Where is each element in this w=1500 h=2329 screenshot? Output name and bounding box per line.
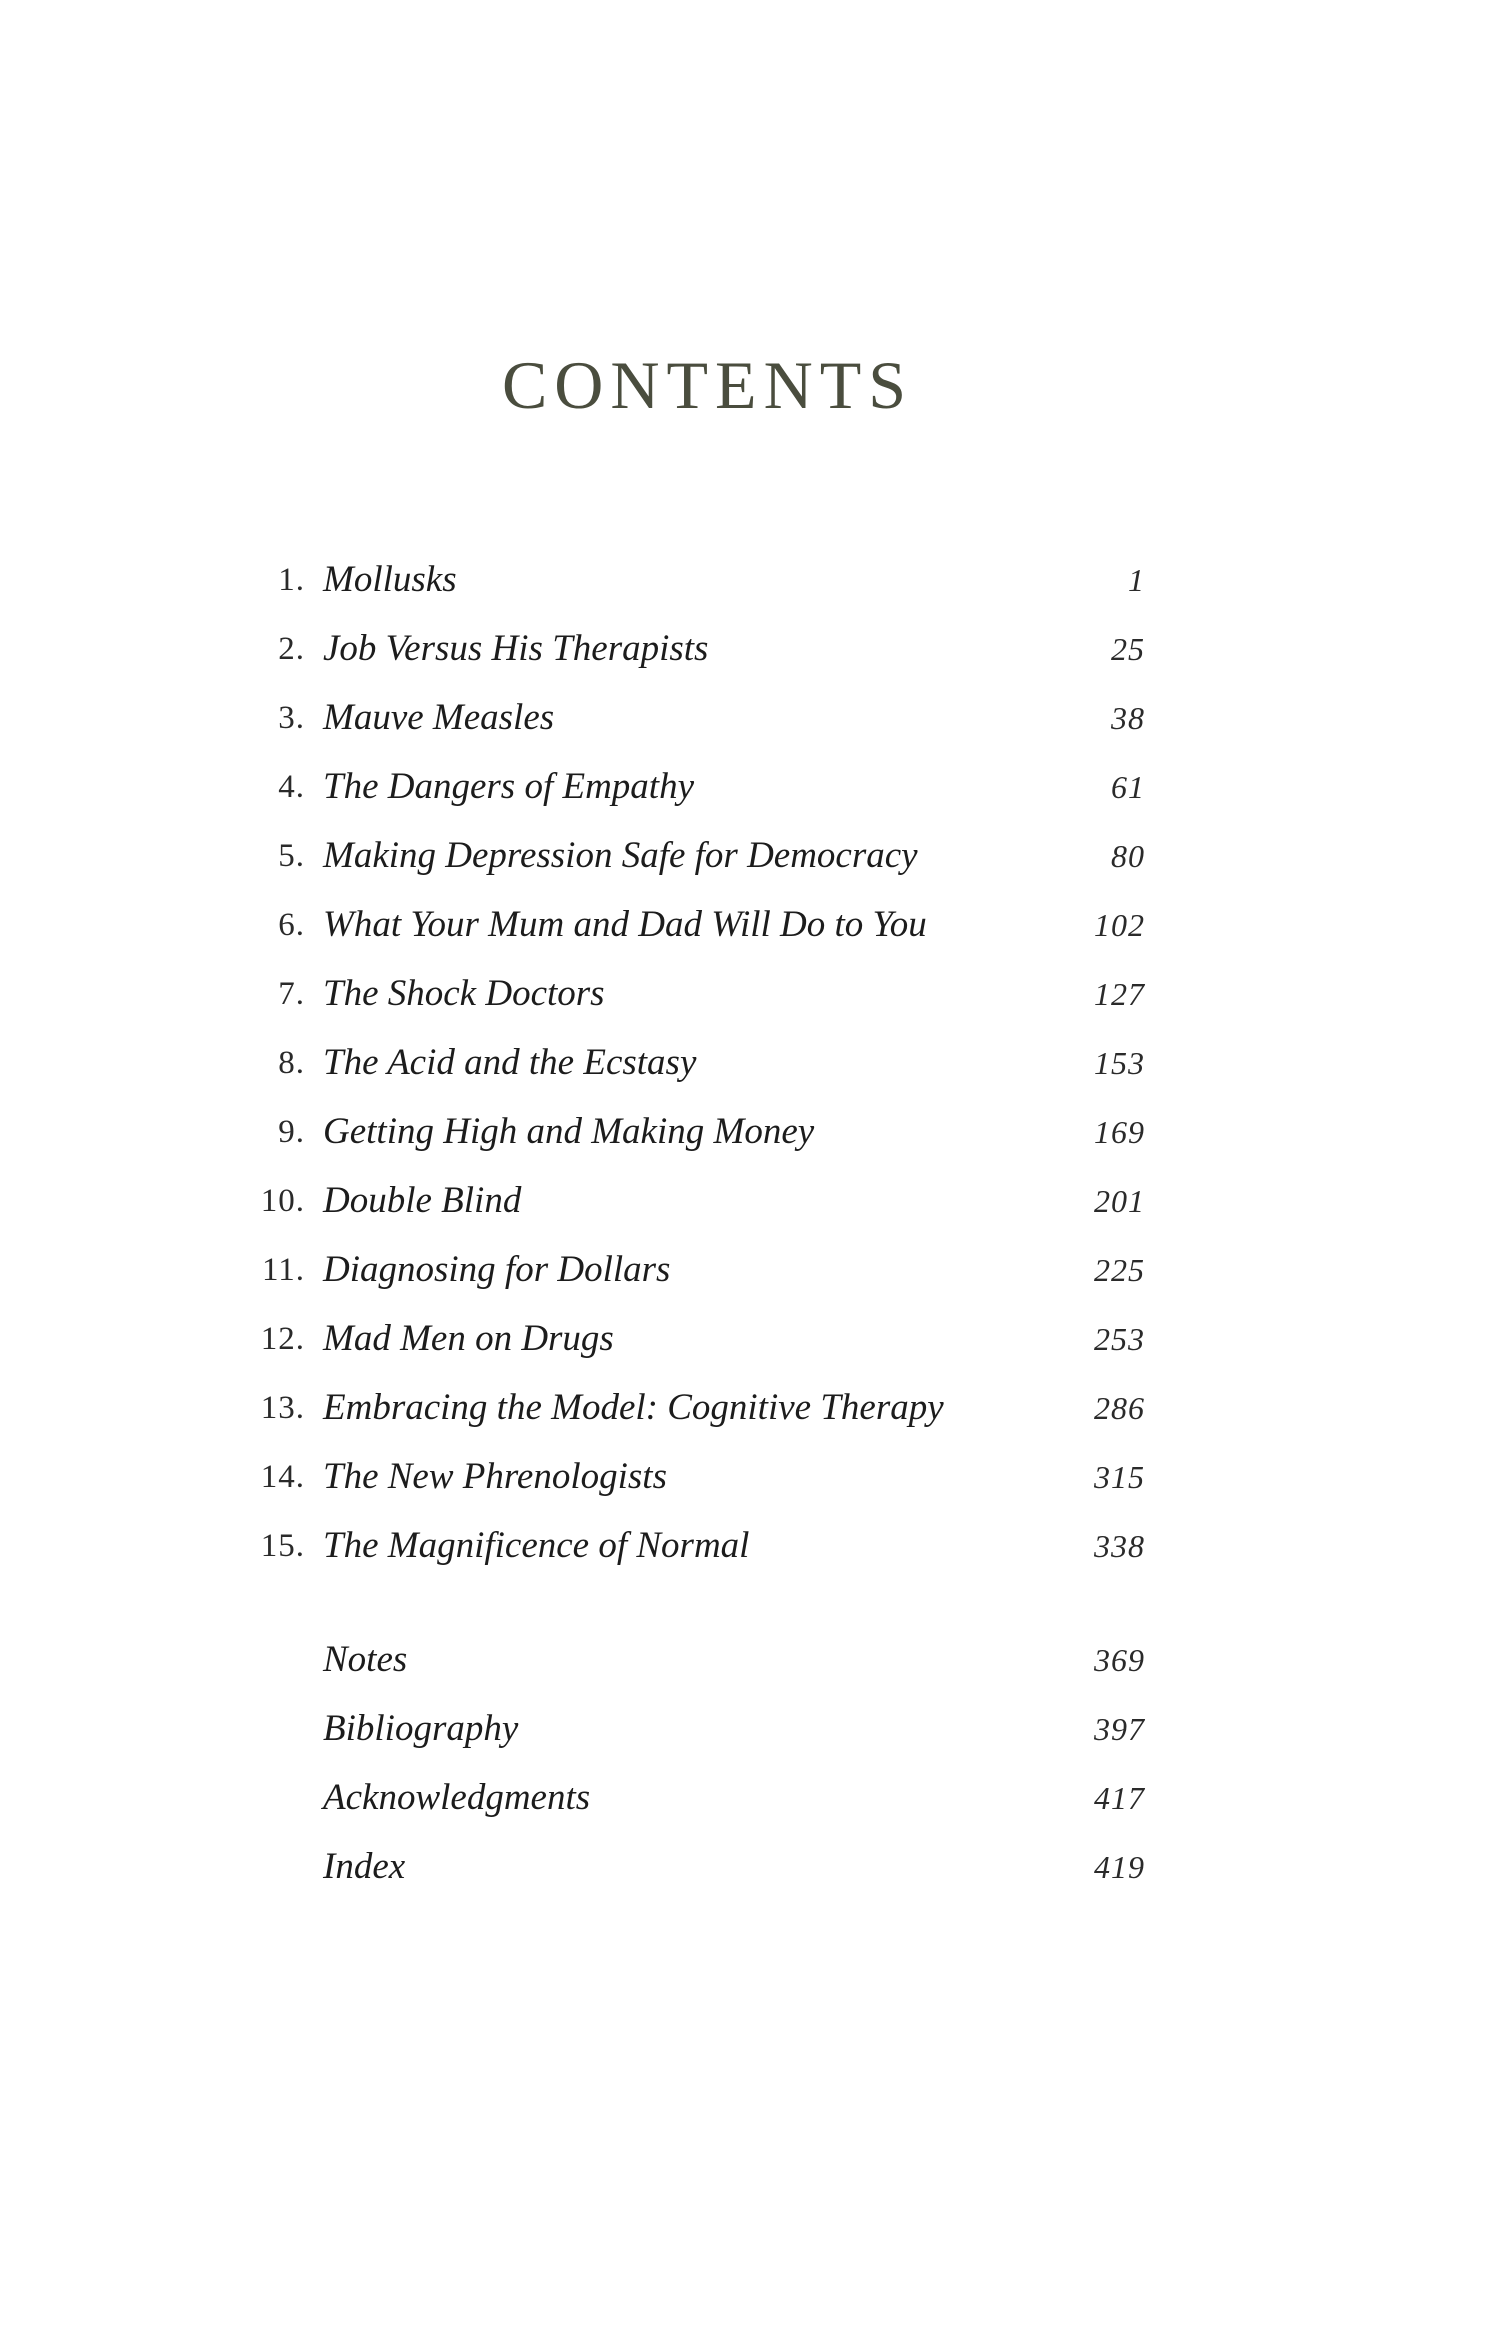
chapter-title: The New Phrenologists [323, 1456, 667, 1497]
chapter-title: Getting High and Making Money [323, 1111, 815, 1152]
toc-entry[interactable] [0, 619, 1500, 679]
chapter-number: 5. [278, 838, 305, 874]
chapter-number: 2. [278, 631, 305, 667]
back-matter-title: Notes [323, 1639, 408, 1680]
toc-entry-back-matter[interactable] [0, 1768, 1500, 1828]
chapter-number: 3. [278, 700, 305, 736]
page-number: 61 [1111, 769, 1145, 805]
chapter-title: Embracing the Model: Cognitive Therapy [323, 1387, 944, 1428]
chapter-number: 14. [260, 1459, 305, 1495]
chapter-number: 9. [278, 1114, 305, 1150]
toc-entry[interactable] [0, 1447, 1500, 1507]
toc-entry[interactable] [0, 895, 1500, 955]
page-number: 286 [1094, 1390, 1145, 1426]
toc-entry-back-matter[interactable] [0, 1837, 1500, 1897]
page-number: 25 [1111, 631, 1145, 667]
back-matter-title: Acknowledgments [323, 1777, 591, 1818]
toc-entry[interactable] [0, 1378, 1500, 1438]
chapter-title: Mauve Measles [323, 697, 555, 738]
page-number: 417 [1094, 1780, 1145, 1816]
chapter-title: Diagnosing for Dollars [323, 1249, 671, 1290]
toc-entry[interactable] [0, 1309, 1500, 1369]
toc-entry[interactable] [0, 550, 1500, 610]
toc-entry-back-matter[interactable] [0, 1630, 1500, 1690]
page-number: 1 [1128, 562, 1145, 598]
toc-entry[interactable] [0, 1033, 1500, 1093]
page-number: 80 [1111, 838, 1145, 874]
page-number: 225 [1094, 1252, 1145, 1288]
page-number: 315 [1094, 1459, 1145, 1495]
chapter-title: Double Blind [323, 1180, 522, 1221]
page-number: 253 [1094, 1321, 1145, 1357]
chapter-title: What Your Mum and Dad Will Do to You [323, 904, 927, 945]
chapter-number: 7. [278, 976, 305, 1012]
chapter-title: Job Versus His Therapists [323, 628, 709, 669]
toc-entry[interactable] [0, 1102, 1500, 1162]
toc-entry[interactable] [0, 757, 1500, 817]
toc-entry[interactable] [0, 688, 1500, 748]
page-number: 169 [1094, 1114, 1145, 1150]
page-number: 201 [1094, 1183, 1145, 1219]
toc-entry[interactable] [0, 1516, 1500, 1576]
chapter-title: Mad Men on Drugs [323, 1318, 614, 1359]
chapter-number: 11. [261, 1252, 305, 1288]
chapter-number: 15. [260, 1528, 305, 1564]
toc-entry[interactable] [0, 1240, 1500, 1300]
page-number: 397 [1094, 1711, 1145, 1747]
back-matter-title: Index [323, 1846, 406, 1887]
chapter-title: Making Depression Safe for Democracy [323, 835, 918, 876]
chapter-title: The Shock Doctors [323, 973, 605, 1014]
toc-entry-back-matter[interactable] [0, 1699, 1500, 1759]
chapter-number: 12. [260, 1321, 305, 1357]
chapter-title: The Acid and the Ecstasy [323, 1042, 697, 1083]
toc-entry[interactable] [0, 1171, 1500, 1231]
chapter-title: Mollusks [323, 559, 457, 600]
chapter-number: 4. [278, 769, 305, 805]
page-number: 102 [1094, 907, 1145, 943]
page-number: 127 [1094, 976, 1145, 1012]
page-number: 153 [1094, 1045, 1145, 1081]
page-number: 369 [1094, 1642, 1145, 1678]
chapter-number: 6. [278, 907, 305, 943]
chapter-number: 13. [260, 1390, 305, 1426]
back-matter-title: Bibliography [323, 1708, 519, 1749]
toc-entry[interactable] [0, 964, 1500, 1024]
chapter-title: The Magnificence of Normal [323, 1525, 750, 1566]
toc-entry[interactable] [0, 826, 1500, 886]
chapter-number: 1. [278, 562, 305, 598]
chapter-number: 10. [260, 1183, 305, 1219]
chapter-number: 8. [278, 1045, 305, 1081]
chapter-title: The Dangers of Empathy [323, 766, 694, 807]
page-number: 338 [1094, 1528, 1145, 1564]
page-number: 419 [1094, 1849, 1145, 1885]
page-number: 38 [1111, 700, 1145, 736]
page-title: CONTENTS [501, 347, 914, 423]
